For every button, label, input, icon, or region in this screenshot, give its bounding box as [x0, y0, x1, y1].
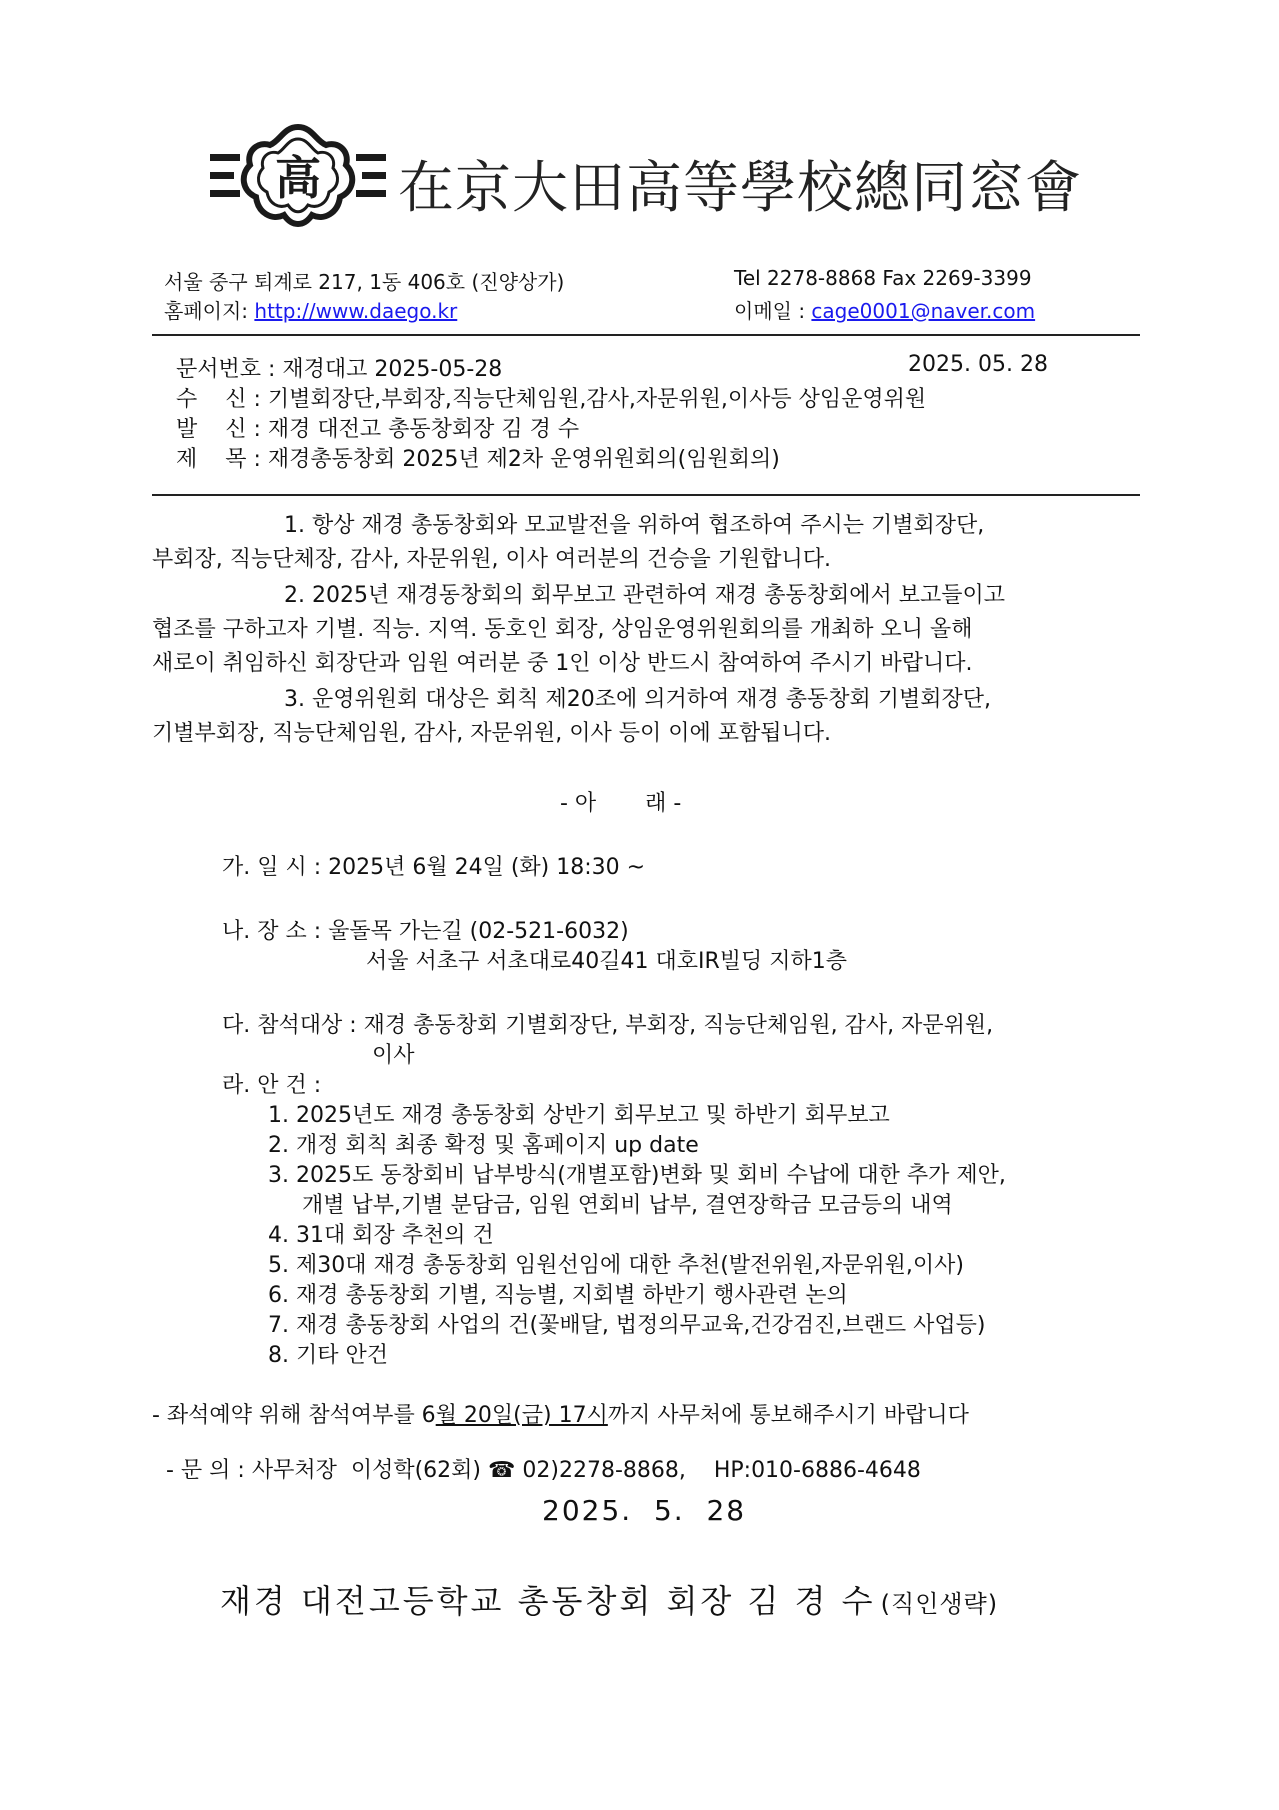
recipient-label: 수 신 :	[176, 387, 261, 412]
agenda-item-4: 4. 31대 회장 추천의 건	[268, 1223, 494, 1248]
sender-row	[176, 412, 579, 443]
email-label: 이메일 :	[734, 299, 812, 323]
paragraph-2-line-1: 2. 2025년 재경동창회의 회무보고 관련하여 재경 총동창회에서 보고들이고	[284, 583, 1005, 608]
agenda-item-5: 5. 제30대 재경 총동창회 임원선임에 대한 추천(발전위원,자문위원,이사)	[268, 1253, 964, 1278]
homepage-link[interactable]: http://www.daego.kr	[254, 299, 458, 323]
paragraph-3-line-2: 기별부회장, 직능단체임원, 감사, 자문위원, 이사 등이 이에 포함됩니다.	[152, 721, 831, 746]
agenda-label: 라. 안 건 :	[222, 1073, 322, 1098]
contact-note	[152, 1428, 921, 1484]
doc-date: 2025. 05. 28	[908, 352, 1048, 377]
sender-label: 발 신 :	[176, 417, 261, 442]
signature-line	[220, 1576, 998, 1622]
agenda-item-3-cont: 개별 납부,기별 분담금, 임원 연회비 납부, 결연장학금 모금등의 내역	[302, 1193, 953, 1218]
meeting-datetime: 가. 일 시 : 2025년 6월 24일 (화) 18:30 ~	[222, 855, 646, 880]
rsvp-note	[152, 1398, 969, 1429]
paragraph-1-line-1: 1. 항상 재경 총동창회와 모교발전을 위하여 협조하여 주시는 기별회장단,	[284, 513, 985, 538]
homepage-line	[164, 295, 457, 324]
paragraph-2-line-3: 새로이 취임하신 회장단과 임원 여러분 중 1인 이상 반드시 참여하여 주시기 바랍니다.	[152, 651, 973, 676]
meeting-address: 서울 서초구 서초대로40길41 대호IR빌딩 지하1층	[366, 949, 848, 974]
recipient-row	[176, 382, 926, 413]
seal-omitted-note: (직인생략)	[880, 1590, 999, 1618]
subject: 재경총동창회 2025년 제2차 운영위원회의(임원회의)	[267, 447, 780, 472]
paragraph-3-line-1: 3. 운영위원회 대상은 회칙 제20조에 의거하여 재경 총동창회 기별회장단,	[284, 687, 991, 712]
tel-fax: Tel 2278-8868 Fax 2269-3399	[734, 266, 1032, 290]
agenda-item-7: 7. 재경 총동창회 사업의 건(꽃배달, 법정의무교육,건강검진,브랜드 사업등)	[268, 1313, 986, 1338]
recipient: 기별회장단,부회장,직능단체임원,감사,자문위원,이사등 상임운영위원	[267, 387, 927, 412]
school-emblem-icon	[208, 122, 388, 232]
attendees-line-2: 이사	[372, 1043, 415, 1068]
address: 서울 중구 퇴계로 217, 1동 406호 (진양상가)	[164, 270, 565, 294]
closing-date: 2025. 5. 28	[542, 1494, 747, 1527]
emblem-char: 高	[275, 151, 321, 205]
sender: 재경 대전고 총동창회장 김 경 수	[267, 417, 580, 442]
email-line	[734, 295, 1035, 324]
agenda-item-3: 3. 2025도 동창회비 납부방식(개별포함)변화 및 회비 수납에 대한 추가 제안,	[268, 1163, 1006, 1188]
phone-icon: ☎	[487, 1458, 516, 1483]
agenda-item-1: 1. 2025년도 재경 총동창회 상반기 회무보고 및 하반기 회무보고	[268, 1103, 890, 1128]
attendees-line-1: 다. 참석대상 : 재경 총동창회 기별회장단, 부회장, 직능단체임원, 감사, 자문위원,	[222, 1013, 994, 1038]
paragraph-1-line-2: 부회장, 직능단체장, 감사, 자문위원, 이사 여러분의 건승을 기원합니다.	[152, 547, 831, 572]
contact-text-pre: - 문 의 : 사무처장 이성학(62회)	[166, 1458, 488, 1483]
paragraph-2-line-2: 협조를 구하고자 기별. 직능. 지역. 동호인 회장, 상임운영위원회의를 개최하 오니 올해	[152, 617, 973, 642]
rsvp-deadline: 월 20일(금) 17시	[435, 1403, 608, 1428]
email-link[interactable]: cage0001@naver.com	[811, 299, 1036, 323]
doc-number: 문서번호 : 재경대고 2025-05-28	[176, 357, 503, 382]
agenda-item-2: 2. 개정 회칙 최종 확정 및 홈페이지 up date	[268, 1133, 699, 1158]
contact-text-post: 02)2278-8868, HP:010-6886-4648	[515, 1458, 921, 1483]
agenda-item-8: 8. 기타 안건	[268, 1343, 388, 1368]
homepage-label: 홈페이지:	[164, 299, 255, 323]
signature: 재경 대전고등학교 총동창회 회장 김 경 수	[220, 1582, 876, 1620]
subject-label: 제 목 :	[176, 447, 261, 472]
rsvp-text-post: 까지 사무처에 통보해주시기 바랍니다	[607, 1403, 969, 1428]
divider-bottom	[152, 494, 1140, 496]
divider-top	[152, 334, 1140, 336]
meeting-place: 나. 장 소 : 울돌목 가는길 (02-521-6032)	[222, 919, 629, 944]
subject-row	[176, 442, 780, 473]
organization-name: 在京大田高等學校總同窓會	[398, 156, 1082, 221]
below-heading: - 아 래 -	[560, 791, 682, 816]
agenda-item-6: 6. 재경 총동창회 기별, 직능별, 지회별 하반기 행사관련 논의	[268, 1283, 848, 1308]
rsvp-text-pre: - 좌석예약 위해 참석여부를 6	[152, 1403, 436, 1428]
